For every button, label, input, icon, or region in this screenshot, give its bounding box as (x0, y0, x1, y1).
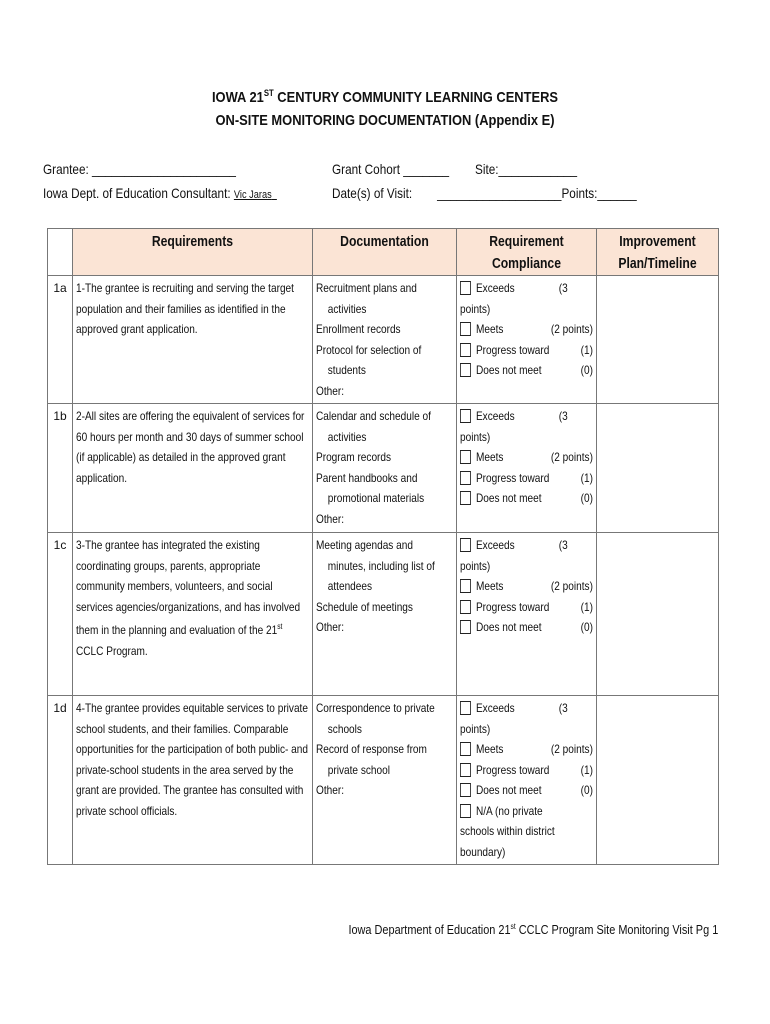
requirement-cell: 3-The grantee has integrated the existing coordinating groups, parents, appropriate community members, volunteers, and social services agencies/organizations, and has involved them in the planning and evaluation of the 21st CCLC Program. (73, 533, 313, 696)
table-row (48, 404, 719, 533)
does-not-meet-checkbox[interactable] (460, 620, 471, 634)
table-header-row (48, 229, 719, 276)
row-id: 1d (48, 696, 73, 865)
col-header-requirements: Requirements (73, 229, 313, 276)
na-checkbox[interactable] (460, 804, 471, 818)
meets-checkbox[interactable] (460, 579, 471, 593)
title-sup: ST (263, 88, 274, 98)
progress-toward-checkbox[interactable] (460, 343, 471, 357)
dates-field[interactable] (332, 185, 637, 201)
does-not-meet-checkbox[interactable] (460, 491, 471, 505)
requirement-cell: 1-The grantee is recruiting and serving the target population and their families as identified in the approved grant application. (73, 276, 313, 404)
row-id: 1a (48, 276, 73, 404)
meets-checkbox[interactable] (460, 322, 471, 336)
documentation-cell: Correspondence to private schools Record of response from private school Other: (313, 696, 457, 865)
requirement-cell: 4-The grantee provides equitable services to private school students, and their families. Comparable opportunities for the participation of both public- and private-school students in the area served by the grant are provided. The grantee has consulted with private school officials. (73, 696, 313, 865)
exceeds-checkbox[interactable] (460, 701, 471, 715)
improvement-cell[interactable] (597, 533, 719, 696)
row-id: 1c (48, 533, 73, 696)
site-field[interactable]: Site:____________ (475, 161, 578, 177)
title-text-b: CENTURY COMMUNITY LEARNING CENTERS (273, 89, 559, 106)
dates-label: Date(s) of Visit: (332, 185, 413, 201)
table-row (48, 533, 719, 696)
consultant-label: Iowa Dept. of Education Consultant: (43, 185, 231, 201)
progress-toward-checkbox[interactable] (460, 600, 471, 614)
consultant-value: Vic Jaras (233, 189, 272, 201)
progress-toward-checkbox[interactable] (460, 471, 471, 485)
does-not-meet-checkbox[interactable] (460, 783, 471, 797)
table-row (48, 696, 719, 865)
documentation-cell: Recruitment plans and activities Enrollment records Protocol for selection of students Other: (313, 276, 457, 404)
row-id: 1b (48, 404, 73, 533)
documentation-cell: Meeting agendas and minutes, including list of attendees Schedule of meetings Other: (313, 533, 457, 696)
col-header-index (48, 229, 73, 276)
cohort-field[interactable]: Grant Cohort _______ (332, 161, 450, 177)
meets-checkbox[interactable] (460, 450, 471, 464)
points-field[interactable]: Points:______ (561, 185, 637, 201)
table-row (48, 276, 719, 404)
page-footer: Iowa Department of Education 21st CCLC Program Site Monitoring Visit Pg 1 (348, 922, 718, 937)
improvement-cell[interactable] (597, 404, 719, 533)
page-title-line-2: ON-SITE MONITORING DOCUMENTATION (Appendix E) (215, 112, 555, 129)
title-text-a: IOWA 21 (211, 89, 264, 106)
monitoring-table (47, 228, 719, 865)
exceeds-checkbox[interactable] (460, 409, 471, 423)
dates-blank: ___________________ (437, 185, 562, 201)
consultant-field[interactable] (43, 185, 277, 201)
progress-toward-checkbox[interactable] (460, 763, 471, 777)
col-header-improvement: Improvement Plan/Timeline (597, 229, 719, 276)
col-header-documentation: Documentation (313, 229, 457, 276)
page-title-line-1 (54, 88, 716, 106)
improvement-cell[interactable] (597, 696, 719, 865)
meets-checkbox[interactable] (460, 742, 471, 756)
col-header-compliance: Requirement Compliance (457, 229, 597, 276)
requirement-cell: 2-All sites are offering the equivalent of services for 60 hours per month and 30 days of summer school (if applicable) as detailed in the approved grant application. (73, 404, 313, 533)
compliance-cell: Exceeds (3 points) Meets (2 points) Progress toward (1) Does not meet (0) (457, 276, 597, 404)
exceeds-checkbox[interactable] (460, 538, 471, 552)
improvement-cell[interactable] (597, 276, 719, 404)
compliance-cell: Exceeds (3 points) Meets (2 points) Progress toward (1) Does not meet (0) (457, 533, 597, 696)
does-not-meet-checkbox[interactable] (460, 363, 471, 377)
exceeds-checkbox[interactable] (460, 281, 471, 295)
compliance-cell: Exceeds (3 points) Meets (2 points) Progress toward (1) Does not meet (0) N/A (no private schools within district boundary) (457, 696, 597, 865)
grantee-field[interactable]: Grantee: ______________________ (43, 161, 236, 177)
compliance-cell: Exceeds (3 points) Meets (2 points) Progress toward (1) Does not meet (0) (457, 404, 597, 533)
documentation-cell: Calendar and schedule of activities Program records Parent handbooks and promotional materials Other: (313, 404, 457, 533)
